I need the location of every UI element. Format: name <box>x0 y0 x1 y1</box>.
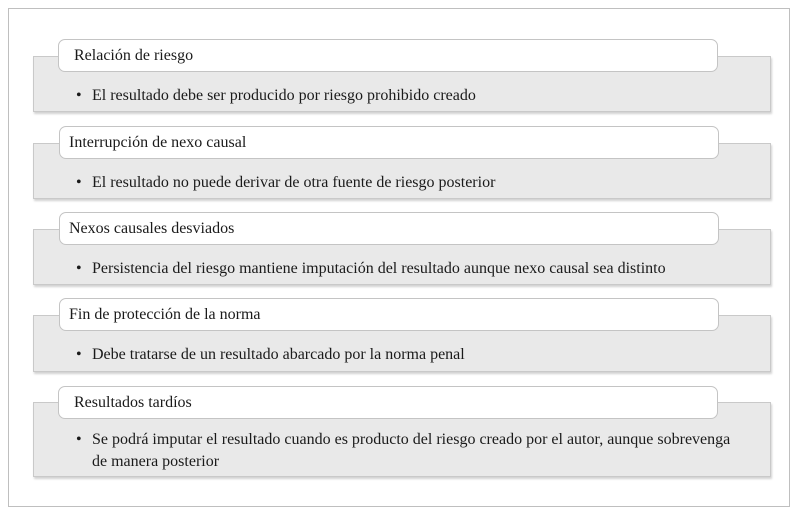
criterion-title: Resultados tardíos <box>58 386 718 419</box>
bullet-item <box>76 429 740 473</box>
bullet-symbol: • <box>76 431 82 448</box>
bullet-item <box>76 172 740 194</box>
criterion-block-interrupcion-de-nexo-causal <box>33 126 771 200</box>
bullet-text: Debe tratarse de un resultado abarcado por la norma penal <box>92 346 465 363</box>
bullet-text: El resultado no puede derivar de otra fuente de riesgo posterior <box>92 174 496 191</box>
bullet-text: Persistencia del riesgo mantiene imputación del resultado aunque nexo causal sea distinto <box>92 260 666 277</box>
bullet-text: Se podrá imputar el resultado cuando es producto del riesgo creado por el autor, aunque sobrevenga de manera posterior <box>92 431 731 470</box>
bullet-symbol: • <box>76 174 82 191</box>
criterion-title: Relación de riesgo <box>58 39 718 72</box>
bullet-item <box>76 258 740 280</box>
bullet-symbol: • <box>76 87 82 104</box>
bullet-symbol: • <box>76 260 82 277</box>
bullet-text: El resultado debe ser producido por riesgo prohibido creado <box>92 87 476 104</box>
bullet-item <box>76 344 740 366</box>
criterion-block-resultados-tardios <box>33 386 771 478</box>
criterion-block-relacion-de-riesgo <box>33 39 771 113</box>
criterion-block-nexos-causales-desviados <box>33 212 771 286</box>
bullet-item <box>76 85 740 107</box>
bullet-symbol: • <box>76 346 82 363</box>
criterion-title: Nexos causales desviados <box>59 212 719 245</box>
criterion-title: Fin de protección de la norma <box>59 298 719 331</box>
criterion-block-fin-de-proteccion-de-la-norma <box>33 298 771 373</box>
criterion-title: Interrupción de nexo causal <box>59 126 719 159</box>
